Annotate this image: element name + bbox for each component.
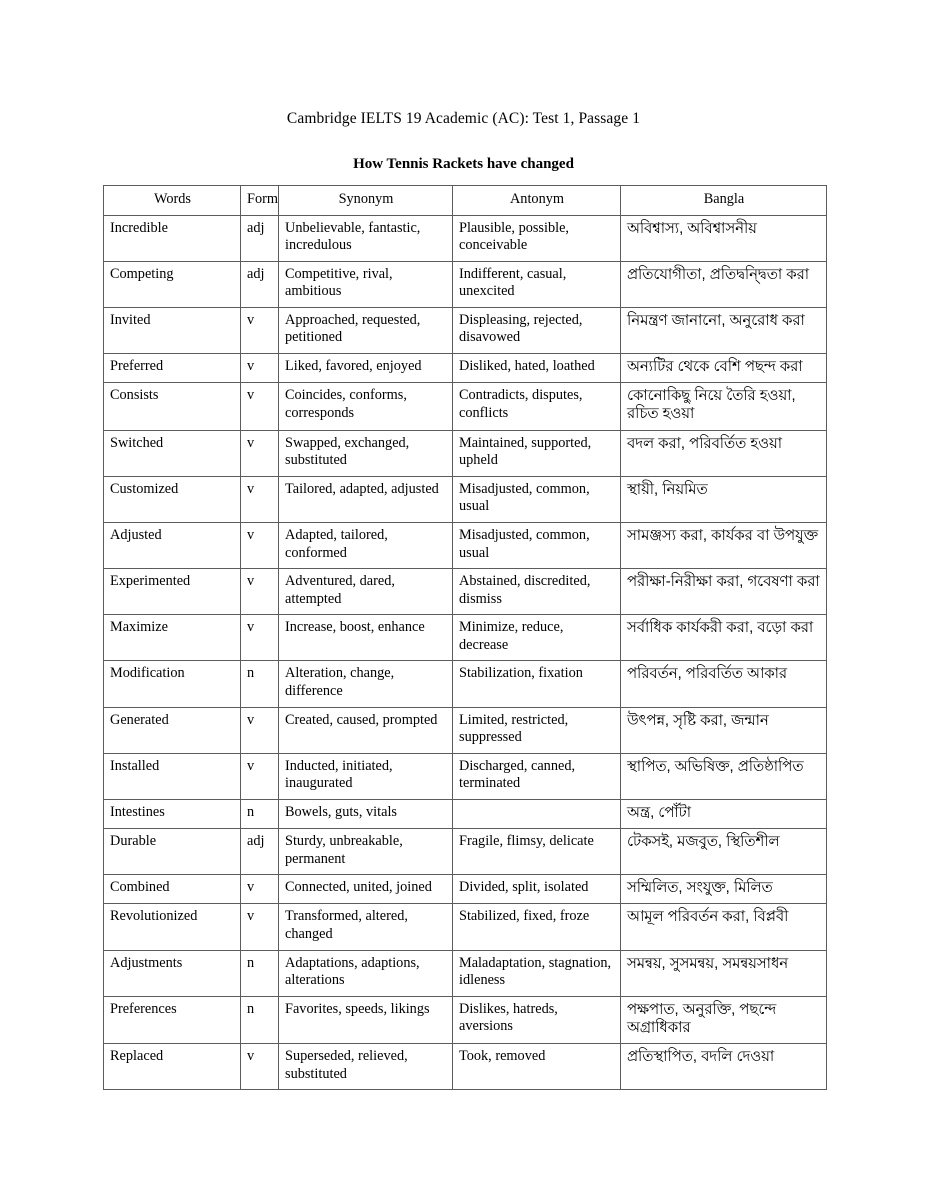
cell-word: Experimented <box>104 569 241 615</box>
cell-synonym: Alteration, change, difference <box>279 661 453 707</box>
cell-word: Combined <box>104 875 241 904</box>
table-body <box>104 215 827 1090</box>
cell-form: v <box>241 307 279 353</box>
cell-bangla: নিমন্ত্রণ জানানো, অনুরোধ করা <box>621 307 827 353</box>
table-row <box>104 615 827 661</box>
cell-synonym: Inducted, initiated, inaugurated <box>279 753 453 799</box>
cell-bangla: উৎপন্ন, সৃষ্টি করা, জন্মান <box>621 707 827 753</box>
cell-form: v <box>241 615 279 661</box>
cell-antonym: Abstained, discredited, dismiss <box>453 569 621 615</box>
cell-antonym: Took, removed <box>453 1044 621 1090</box>
cell-antonym: Misadjusted, common, usual <box>453 476 621 522</box>
table-row <box>104 569 827 615</box>
table-row <box>104 430 827 476</box>
column-header-words: Words <box>104 186 241 216</box>
cell-form: adj <box>241 261 279 307</box>
cell-form: v <box>241 753 279 799</box>
cell-synonym: Created, caused, prompted <box>279 707 453 753</box>
cell-bangla: সম্মিলিত, সংযুক্ত, মিলিত <box>621 875 827 904</box>
cell-form: v <box>241 875 279 904</box>
cell-form: v <box>241 1044 279 1090</box>
cell-bangla: স্থাপিত, অভিষিক্ত, প্রতিষ্ঠাপিত <box>621 753 827 799</box>
cell-bangla: অবিশ্বাস্য, অবিশ্বাসনীয় <box>621 215 827 261</box>
cell-word: Generated <box>104 707 241 753</box>
cell-bangla: প্রতিস্থাপিত, বদলি দেওয়া <box>621 1044 827 1090</box>
cell-bangla: সমন্বয়, সুসমন্বয়, সমন্বয়সাধন <box>621 950 827 996</box>
cell-word: Maximize <box>104 615 241 661</box>
cell-form: v <box>241 430 279 476</box>
cell-bangla: পরিবর্তন, পরিবর্তিত আকার <box>621 661 827 707</box>
cell-synonym: Coincides, conforms, corresponds <box>279 383 453 430</box>
cell-bangla: বদল করা, পরিবর্তিত হওয়া <box>621 430 827 476</box>
page-subtitle: How Tennis Rackets have changed <box>353 155 574 172</box>
cell-bangla: অন্যটির থেকে বেশি পছন্দ করা <box>621 354 827 383</box>
cell-bangla: অন্ত্র, পোঁটা <box>621 799 827 828</box>
cell-form: v <box>241 904 279 950</box>
cell-bangla: টেকসই, মজবুত, স্থিতিশীল <box>621 829 827 875</box>
table-row <box>104 753 827 799</box>
cell-synonym: Bowels, guts, vitals <box>279 799 453 828</box>
table-row <box>104 661 827 707</box>
cell-antonym <box>453 799 621 828</box>
column-header-form: Form <box>241 186 279 216</box>
cell-word: Preferred <box>104 354 241 383</box>
cell-synonym: Liked, favored, enjoyed <box>279 354 453 383</box>
cell-antonym: Divided, split, isolated <box>453 875 621 904</box>
table-row <box>104 354 827 383</box>
cell-bangla: পরীক্ষা-নিরীক্ষা করা, গবেষণা করা <box>621 569 827 615</box>
table-row <box>104 522 827 568</box>
table-row <box>104 215 827 261</box>
table-row <box>104 799 827 828</box>
table-row <box>104 307 827 353</box>
cell-bangla: প্রতিযোগীতা, প্রতিদ্বন্দ্বিতা করা <box>621 261 827 307</box>
cell-bangla: সামঞ্জস্য করা, কার্যকর বা উপযুক্ত <box>621 522 827 568</box>
cell-word: Revolutionized <box>104 904 241 950</box>
column-header-antonym: Antonym <box>453 186 621 216</box>
cell-word: Incredible <box>104 215 241 261</box>
cell-antonym: Limited, restricted, suppressed <box>453 707 621 753</box>
cell-word: Consists <box>104 383 241 430</box>
cell-form: v <box>241 522 279 568</box>
cell-form: n <box>241 799 279 828</box>
cell-word: Installed <box>104 753 241 799</box>
cell-word: Adjusted <box>104 522 241 568</box>
table-row <box>104 707 827 753</box>
cell-antonym: Stabilization, fixation <box>453 661 621 707</box>
cell-antonym: Displeasing, rejected, disavowed <box>453 307 621 353</box>
cell-bangla: পক্ষপাত, অনুরক্তি, পছন্দে অগ্রাধিকার <box>621 996 827 1043</box>
cell-word: Durable <box>104 829 241 875</box>
cell-bangla: আমূল পরিবর্তন করা, বিপ্লবী <box>621 904 827 950</box>
cell-bangla: স্থায়ী, নিয়মিত <box>621 476 827 522</box>
cell-form: adj <box>241 215 279 261</box>
cell-synonym: Increase, boost, enhance <box>279 615 453 661</box>
column-header-bangla: Bangla <box>621 186 827 216</box>
cell-synonym: Favorites, speeds, likings <box>279 996 453 1043</box>
vocabulary-table <box>103 185 827 1090</box>
cell-synonym: Superseded, relieved, substituted <box>279 1044 453 1090</box>
cell-form: n <box>241 661 279 707</box>
cell-synonym: Adaptations, adaptions, alterations <box>279 950 453 996</box>
table-row <box>104 383 827 430</box>
cell-form: v <box>241 354 279 383</box>
table-row <box>104 261 827 307</box>
cell-antonym: Dislikes, hatreds, aversions <box>453 996 621 1043</box>
cell-word: Preferences <box>104 996 241 1043</box>
cell-form: n <box>241 950 279 996</box>
cell-form: v <box>241 476 279 522</box>
cell-synonym: Approached, requested, petitioned <box>279 307 453 353</box>
cell-bangla: কোনোকিছু নিয়ে তৈরি হওয়া, রচিত হওয়া <box>621 383 827 430</box>
table-row <box>104 875 827 904</box>
cell-synonym: Unbelievable, fantastic, incredulous <box>279 215 453 261</box>
cell-antonym: Plausible, possible, conceivable <box>453 215 621 261</box>
cell-antonym: Discharged, canned, terminated <box>453 753 621 799</box>
cell-antonym: Fragile, flimsy, delicate <box>453 829 621 875</box>
cell-form: v <box>241 569 279 615</box>
table-row <box>104 950 827 996</box>
page-title: Cambridge IELTS 19 Academic (AC): Test 1, Passage 1 <box>286 110 641 127</box>
cell-synonym: Connected, united, joined <box>279 875 453 904</box>
column-header-synonym: Synonym <box>279 186 453 216</box>
cell-word: Replaced <box>104 1044 241 1090</box>
table-row <box>104 829 827 875</box>
cell-word: Adjustments <box>104 950 241 996</box>
table-header <box>104 186 827 216</box>
vocabulary-table-container <box>103 185 826 1090</box>
cell-antonym: Disliked, hated, loathed <box>453 354 621 383</box>
cell-synonym: Sturdy, unbreakable, permanent <box>279 829 453 875</box>
cell-form: n <box>241 996 279 1043</box>
table-header-row <box>104 186 827 216</box>
cell-word: Modification <box>104 661 241 707</box>
cell-synonym: Competitive, rival, ambitious <box>279 261 453 307</box>
cell-antonym: Indifferent, casual, unexcited <box>453 261 621 307</box>
cell-antonym: Stabilized, fixed, froze <box>453 904 621 950</box>
cell-word: Intestines <box>104 799 241 828</box>
cell-word: Switched <box>104 430 241 476</box>
cell-word: Customized <box>104 476 241 522</box>
table-row <box>104 996 827 1043</box>
cell-form: v <box>241 707 279 753</box>
cell-synonym: Tailored, adapted, adjusted <box>279 476 453 522</box>
cell-antonym: Contradicts, disputes, conflicts <box>453 383 621 430</box>
cell-synonym: Adapted, tailored, conformed <box>279 522 453 568</box>
cell-antonym: Misadjusted, common, usual <box>453 522 621 568</box>
cell-bangla: সর্বাধিক কার্যকরী করা, বড়ো করা <box>621 615 827 661</box>
cell-synonym: Adventured, dared, attempted <box>279 569 453 615</box>
cell-word: Invited <box>104 307 241 353</box>
cell-antonym: Minimize, reduce, decrease <box>453 615 621 661</box>
cell-form: adj <box>241 829 279 875</box>
table-row <box>104 1044 827 1090</box>
cell-synonym: Swapped, exchanged, substituted <box>279 430 453 476</box>
cell-antonym: Maladaptation, stagnation, idleness <box>453 950 621 996</box>
table-row <box>104 904 827 950</box>
cell-synonym: Transformed, altered, changed <box>279 904 453 950</box>
table-row <box>104 476 827 522</box>
cell-antonym: Maintained, supported, upheld <box>453 430 621 476</box>
cell-form: v <box>241 383 279 430</box>
cell-word: Competing <box>104 261 241 307</box>
